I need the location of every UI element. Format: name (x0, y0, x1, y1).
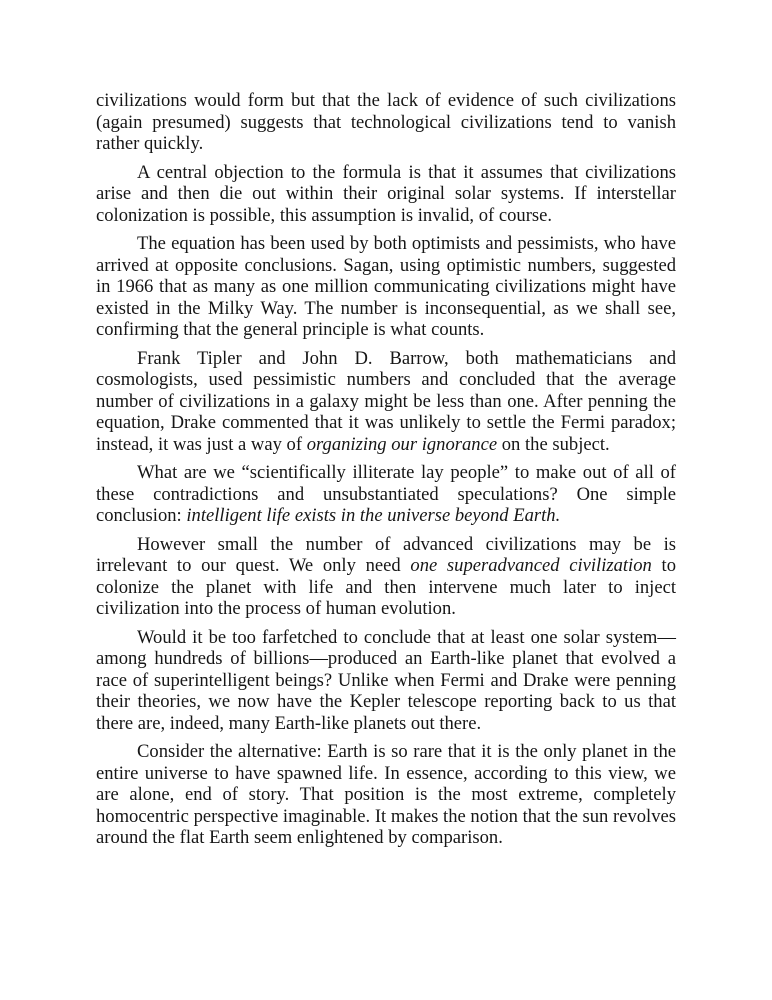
paragraph-text: What are we “scientifically illiterate lay people” to make out of all of these contradictions and unsubstantiated speculations? One simple conclusion: (96, 462, 676, 526)
paragraph-text: Consider the alternative: Earth is so rare that it is the only planet in the entire universe to have spawned life. In essence, according to this view, we are alone, end of story. That position is the most extreme, completely homocentric perspective imaginable. It makes the notion that the sun revolves around the flat Earth seem enlightened by comparison. (96, 741, 676, 848)
italic-phrase: organizing our ignorance (306, 433, 498, 455)
paragraph-text: However small the number of advanced civilizations may be is irrelevant to our quest. We only need (96, 533, 676, 576)
paragraph (96, 348, 676, 456)
italic-phrase: one superadvanced civilization (410, 555, 652, 576)
paragraph-text: civilizations would form but that the lack of evidence of such civilizations (again presumed) suggests that technological civilizations tend to vanish rather quickly. (96, 90, 676, 154)
paragraph-text: The equation has been used by both optimists and pessimists, who have arrived at opposite conclusions. Sagan, using optimistic numbers, suggested in 1966 that as many as one million communicating civilizations might have existed in the Milky Way. The number is inconsequential, as we shall see, confirming that the general principle is what counts. (96, 233, 676, 340)
paragraph (96, 627, 676, 735)
paragraph-text: to colonize the planet with life and then intervene much later to inject civilization into the process of human evolution. (96, 555, 676, 619)
paragraph-text: on the subject. (497, 433, 610, 455)
paragraph-text: A central objection to the formula is that it assumes that civilizations arise and then die out within their original solar systems. If interstellar colonization is possible, this assumption is invalid, of course. (96, 161, 676, 226)
paragraph (96, 162, 676, 227)
paragraph (96, 90, 676, 155)
paragraph (96, 233, 676, 341)
paragraph (96, 462, 676, 527)
paragraph (96, 534, 676, 620)
italic-phrase: intelligent life exists in the universe beyond Earth. (186, 505, 561, 526)
paragraph-text: Would it be too farfetched to conclude that at least one solar system—among hundreds of billions—produced an Earth-like planet that evolved a race of superintelligent beings? Unlike when Fermi and Drake were penning their theories, we now have the Kepler telescope reporting back to us that there are, indeed, many Earth-like planets out there. (96, 626, 676, 734)
body-text (96, 90, 676, 856)
paragraph-text: Frank Tipler and John D. Barrow, both mathematicians and cosmologists, used pessimistic numbers and concluded that the average number of civilizations in a galaxy might be less than one. After penning the equation, Drake commented that it was unlikely to settle the Fermi paradox; instead, it was just a way of (96, 347, 676, 455)
paragraph (96, 741, 676, 849)
